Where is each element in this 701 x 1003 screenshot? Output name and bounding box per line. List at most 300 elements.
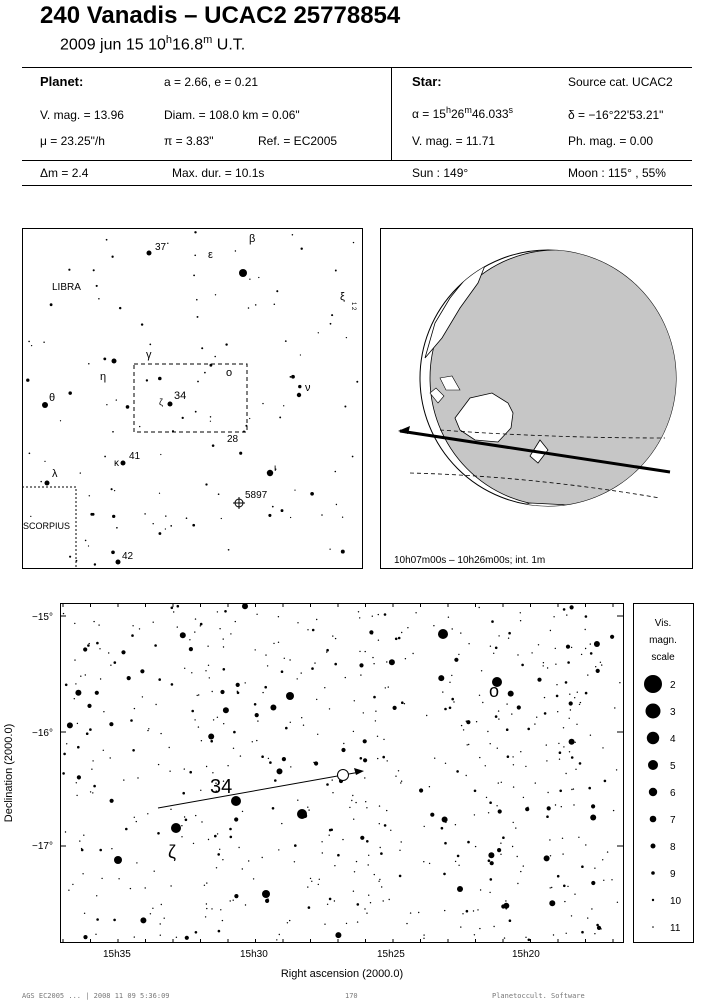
scale-dot-4 bbox=[647, 732, 659, 744]
field-star bbox=[269, 761, 272, 764]
field-star bbox=[617, 902, 618, 903]
field-star bbox=[200, 623, 203, 626]
field-star bbox=[123, 779, 124, 780]
field-star bbox=[87, 704, 91, 708]
field-star bbox=[423, 938, 424, 939]
field-star bbox=[488, 812, 489, 813]
field-star bbox=[594, 641, 600, 647]
constellation-scorpius: SCORPIUS bbox=[23, 521, 71, 531]
field-star bbox=[565, 773, 566, 774]
field-star bbox=[356, 381, 358, 383]
field-star bbox=[76, 782, 77, 783]
field-star bbox=[204, 372, 206, 374]
field-star bbox=[30, 516, 31, 517]
field-star bbox=[335, 471, 337, 473]
table-bottom-rule bbox=[22, 185, 692, 186]
field-star bbox=[270, 705, 276, 711]
field-star bbox=[438, 675, 444, 681]
field-star bbox=[160, 454, 161, 455]
field-star bbox=[223, 723, 224, 724]
field-star bbox=[460, 632, 461, 633]
field-star bbox=[214, 356, 216, 358]
chart-label-omicron: o bbox=[489, 681, 500, 701]
field-star bbox=[109, 722, 113, 726]
field-star bbox=[550, 887, 551, 888]
field-star bbox=[370, 902, 371, 903]
field-star bbox=[423, 934, 424, 935]
orbit-elements: a = 2.66, e = 0.21 bbox=[164, 75, 259, 89]
field-star bbox=[153, 622, 154, 623]
field-star bbox=[445, 822, 446, 823]
field-star bbox=[114, 490, 115, 491]
field-star bbox=[462, 913, 463, 914]
field-star bbox=[502, 836, 505, 839]
field-star bbox=[76, 795, 77, 796]
field-star bbox=[442, 691, 443, 692]
planet-parallax: π = 3.83" bbox=[164, 134, 214, 148]
field-star bbox=[148, 728, 149, 729]
field-star bbox=[289, 920, 290, 921]
scale-dot-7 bbox=[650, 816, 657, 823]
field-star bbox=[184, 668, 185, 669]
dec-label-15: −15° bbox=[32, 612, 53, 623]
field-star bbox=[566, 933, 567, 934]
field-star bbox=[575, 769, 576, 770]
field-star bbox=[111, 550, 115, 554]
field-star bbox=[386, 661, 387, 662]
field-star bbox=[85, 540, 87, 542]
field-star bbox=[95, 934, 96, 935]
field-star bbox=[498, 635, 499, 636]
field-star bbox=[619, 682, 620, 683]
field-star bbox=[100, 678, 101, 679]
field-star bbox=[83, 835, 84, 836]
field-star bbox=[360, 757, 363, 760]
field-star bbox=[85, 674, 86, 675]
field-star bbox=[336, 504, 337, 505]
label-epsilon: ε bbox=[208, 249, 213, 261]
field-star bbox=[498, 718, 499, 719]
scale-dot-8 bbox=[651, 844, 656, 849]
field-star bbox=[77, 775, 81, 779]
field-star bbox=[189, 647, 193, 651]
field-star bbox=[467, 841, 470, 844]
field-star bbox=[329, 835, 330, 836]
field-star bbox=[566, 645, 570, 649]
star-lambda bbox=[45, 481, 50, 486]
field-star bbox=[110, 665, 111, 666]
star-heading: Star: bbox=[412, 74, 442, 89]
field-star bbox=[569, 701, 573, 705]
field-star bbox=[277, 768, 283, 774]
field-star bbox=[311, 881, 312, 882]
field-star bbox=[585, 648, 586, 649]
field-star bbox=[230, 633, 231, 634]
field-star bbox=[473, 910, 474, 911]
field-star bbox=[406, 923, 407, 924]
field-star bbox=[557, 711, 558, 712]
field-star bbox=[81, 849, 84, 852]
field-star bbox=[287, 922, 288, 923]
field-star bbox=[121, 650, 125, 654]
field-star bbox=[382, 756, 385, 759]
field-star bbox=[401, 632, 402, 633]
planet-ref: Ref. = EC2005 bbox=[258, 134, 338, 148]
field-star bbox=[613, 810, 614, 811]
field-star bbox=[512, 846, 513, 847]
field-star bbox=[517, 705, 521, 709]
field-star bbox=[574, 697, 575, 698]
field-star bbox=[67, 722, 73, 728]
field-star bbox=[235, 621, 236, 622]
field-star bbox=[355, 802, 356, 803]
field-star bbox=[60, 420, 61, 421]
field-star bbox=[165, 528, 166, 529]
star-gamma bbox=[112, 359, 117, 364]
field-star bbox=[390, 830, 391, 831]
field-star bbox=[495, 715, 498, 718]
field-star bbox=[500, 854, 501, 855]
field-star bbox=[457, 855, 460, 858]
max-duration: Max. dur. = 10.1s bbox=[172, 166, 265, 180]
field-star bbox=[455, 824, 456, 825]
field-star bbox=[335, 270, 337, 272]
field-star bbox=[262, 857, 263, 858]
field-star bbox=[566, 614, 567, 615]
field-star bbox=[75, 690, 81, 696]
field-star bbox=[238, 847, 239, 848]
field-star bbox=[591, 881, 595, 885]
field-star bbox=[581, 654, 582, 655]
field-star bbox=[579, 704, 580, 705]
field-star bbox=[112, 515, 115, 518]
field-star bbox=[98, 298, 100, 300]
field-star bbox=[401, 781, 402, 782]
field-star bbox=[77, 746, 80, 749]
field-star bbox=[543, 665, 544, 666]
footer-left: AGS EC2005 ... | 2008 11 09 5:36:09 bbox=[22, 992, 170, 1000]
field-star bbox=[497, 748, 498, 749]
field-star bbox=[94, 563, 96, 565]
field-star bbox=[255, 304, 257, 306]
star-nu bbox=[297, 393, 301, 397]
field-star bbox=[588, 787, 591, 790]
field-star bbox=[165, 515, 166, 516]
field-star bbox=[93, 621, 94, 622]
field-star bbox=[158, 377, 162, 381]
ra-label-1520: 15h20 bbox=[512, 949, 540, 960]
field-star bbox=[96, 285, 98, 287]
star-iota bbox=[267, 470, 273, 476]
field-star bbox=[544, 712, 547, 715]
field-star bbox=[86, 732, 89, 735]
field-star bbox=[210, 416, 211, 417]
field-star bbox=[377, 736, 378, 737]
star-34-detail bbox=[231, 796, 241, 806]
field-star bbox=[44, 461, 45, 462]
field-star bbox=[603, 880, 604, 881]
field-star bbox=[517, 856, 518, 857]
scale-dot-6 bbox=[649, 788, 657, 796]
field-star bbox=[276, 939, 277, 940]
field-star bbox=[591, 804, 595, 808]
field-star bbox=[555, 664, 556, 665]
star-bright-3 bbox=[286, 692, 294, 700]
field-star bbox=[371, 633, 372, 634]
field-star bbox=[150, 913, 151, 914]
field-star bbox=[378, 640, 379, 641]
field-star bbox=[497, 848, 501, 852]
field-star bbox=[292, 234, 294, 236]
field-star bbox=[272, 506, 274, 508]
field-star bbox=[345, 677, 346, 678]
field-star bbox=[334, 865, 335, 866]
field-star bbox=[74, 698, 75, 699]
field-star bbox=[597, 926, 601, 930]
label-kappa: κ bbox=[114, 458, 119, 469]
field-star bbox=[318, 884, 319, 885]
field-star bbox=[386, 810, 387, 811]
field-star bbox=[375, 720, 376, 721]
field-star bbox=[106, 239, 108, 241]
field-star bbox=[477, 909, 478, 910]
field-star bbox=[197, 695, 198, 696]
label-lambda: λ bbox=[52, 468, 58, 480]
field-star bbox=[297, 622, 298, 623]
field-star bbox=[357, 903, 360, 906]
field-star bbox=[310, 878, 311, 879]
field-star bbox=[324, 687, 325, 688]
field-star bbox=[103, 357, 106, 360]
field-star bbox=[569, 739, 575, 745]
field-star bbox=[380, 852, 383, 855]
field-star bbox=[379, 879, 380, 880]
field-star bbox=[496, 805, 497, 806]
field-star bbox=[161, 904, 162, 905]
field-star bbox=[77, 723, 78, 724]
field-star bbox=[479, 607, 480, 608]
field-star bbox=[158, 678, 161, 681]
field-star bbox=[208, 734, 214, 740]
field-star bbox=[559, 790, 562, 793]
globe-map bbox=[380, 228, 693, 569]
field-star bbox=[198, 726, 199, 727]
field-star bbox=[279, 416, 281, 418]
field-star bbox=[219, 628, 220, 629]
field-star bbox=[278, 642, 279, 643]
field-star bbox=[159, 493, 160, 494]
field-star bbox=[398, 637, 401, 640]
field-star bbox=[239, 452, 242, 455]
field-star bbox=[506, 728, 509, 731]
field-star bbox=[87, 644, 90, 647]
field-star bbox=[489, 801, 492, 804]
field-star bbox=[206, 766, 207, 767]
field-star bbox=[131, 634, 134, 637]
label-37: 37 bbox=[155, 242, 167, 253]
field-star bbox=[72, 884, 73, 885]
field-star bbox=[489, 892, 490, 893]
field-star bbox=[326, 649, 329, 652]
field-star bbox=[327, 904, 328, 905]
field-star bbox=[221, 518, 222, 519]
field-star bbox=[141, 323, 143, 325]
field-star bbox=[43, 342, 44, 343]
field-star bbox=[79, 840, 80, 841]
field-star bbox=[237, 692, 240, 695]
field-star bbox=[198, 694, 199, 695]
field-star bbox=[481, 670, 482, 671]
field-star bbox=[546, 760, 547, 761]
field-star bbox=[132, 749, 135, 752]
field-star bbox=[140, 917, 146, 923]
field-star bbox=[185, 819, 188, 822]
field-star bbox=[335, 638, 336, 639]
star-kappa bbox=[121, 461, 126, 466]
field-star bbox=[590, 643, 591, 644]
field-star bbox=[451, 675, 452, 676]
field-star bbox=[147, 813, 148, 814]
field-star bbox=[316, 699, 317, 700]
field-star bbox=[223, 668, 226, 671]
field-star bbox=[570, 709, 571, 710]
field-star bbox=[474, 934, 475, 935]
field-star bbox=[223, 646, 224, 647]
field-star bbox=[249, 279, 250, 280]
field-star bbox=[401, 841, 402, 842]
field-star bbox=[405, 658, 406, 659]
field-star bbox=[395, 776, 396, 777]
field-star bbox=[230, 836, 233, 839]
field-star bbox=[486, 797, 487, 798]
field-star bbox=[383, 900, 384, 901]
field-star bbox=[200, 790, 201, 791]
scale-title-1: Vis. bbox=[654, 618, 672, 629]
field-star bbox=[281, 509, 284, 512]
field-star bbox=[205, 483, 207, 485]
field-star bbox=[191, 672, 192, 673]
field-star bbox=[506, 908, 507, 909]
field-star bbox=[96, 642, 99, 645]
field-star bbox=[119, 307, 121, 309]
field-star bbox=[329, 708, 330, 709]
field-star bbox=[604, 780, 607, 783]
field-star bbox=[616, 769, 617, 770]
label-theta: θ bbox=[49, 392, 56, 404]
field-star bbox=[410, 912, 411, 913]
field-star bbox=[96, 918, 99, 921]
field-star bbox=[201, 821, 202, 822]
field-star bbox=[248, 307, 250, 309]
field-star bbox=[433, 625, 434, 626]
field-star bbox=[137, 777, 138, 778]
field-star bbox=[152, 908, 153, 909]
field-star bbox=[349, 807, 350, 808]
star-bright-4 bbox=[262, 890, 270, 898]
field-star bbox=[110, 757, 111, 758]
field-star bbox=[300, 354, 301, 355]
field-star bbox=[363, 712, 364, 713]
field-star bbox=[559, 759, 560, 760]
field-star bbox=[381, 886, 382, 887]
field-star bbox=[399, 875, 402, 878]
field-star bbox=[385, 687, 386, 688]
field-star bbox=[546, 744, 547, 745]
planet-diameter: Diam. = 108.0 km = 0.06" bbox=[164, 108, 300, 122]
field-star bbox=[171, 683, 174, 686]
field-star bbox=[74, 623, 75, 624]
field-star bbox=[265, 899, 269, 903]
field-star bbox=[113, 919, 116, 922]
field-star bbox=[223, 707, 229, 713]
field-star bbox=[206, 882, 207, 883]
field-star bbox=[590, 652, 593, 655]
scale-label-6: 6 bbox=[670, 788, 676, 799]
ra-label-1535: 15h35 bbox=[103, 949, 131, 960]
field-star bbox=[332, 792, 333, 793]
field-star bbox=[279, 934, 280, 935]
field-star bbox=[140, 669, 144, 673]
field-star bbox=[212, 444, 215, 447]
field-star bbox=[145, 887, 146, 888]
field-star bbox=[134, 936, 135, 937]
field-star bbox=[173, 611, 174, 612]
star-bright-2 bbox=[438, 629, 448, 639]
field-star bbox=[170, 525, 172, 527]
field-star bbox=[26, 379, 29, 382]
field-star bbox=[564, 901, 565, 902]
star-dec: δ = −16°22'53.21" bbox=[568, 108, 664, 122]
field-star bbox=[423, 861, 424, 862]
field-star bbox=[273, 643, 274, 644]
field-star bbox=[466, 775, 467, 776]
field-star bbox=[520, 620, 521, 621]
field-star bbox=[591, 908, 592, 909]
field-star bbox=[195, 815, 196, 816]
field-star bbox=[377, 758, 378, 759]
field-star bbox=[182, 417, 184, 419]
star-theta bbox=[42, 402, 48, 408]
field-star bbox=[373, 696, 376, 699]
field-star bbox=[154, 644, 157, 647]
field-star bbox=[513, 786, 514, 787]
source-catalog: Source cat. UCAC2 bbox=[568, 75, 673, 89]
field-star bbox=[366, 840, 369, 843]
field-star bbox=[290, 722, 291, 723]
field-star bbox=[585, 844, 586, 845]
field-star bbox=[208, 665, 209, 666]
field-star bbox=[585, 629, 586, 630]
field-star bbox=[210, 421, 211, 422]
field-star bbox=[547, 667, 548, 668]
field-star bbox=[108, 652, 109, 653]
field-star bbox=[256, 740, 257, 741]
field-star bbox=[314, 662, 315, 663]
field-star bbox=[262, 403, 263, 404]
field-star bbox=[99, 849, 102, 852]
field-star bbox=[222, 859, 223, 860]
field-star bbox=[498, 782, 499, 783]
field-star bbox=[29, 452, 31, 454]
field-star bbox=[344, 406, 346, 408]
field-star bbox=[256, 614, 257, 615]
field-star bbox=[262, 692, 263, 693]
field-star bbox=[595, 666, 596, 667]
field-star bbox=[228, 549, 230, 551]
field-star bbox=[580, 702, 581, 703]
field-star bbox=[236, 683, 240, 687]
field-star bbox=[562, 838, 563, 839]
